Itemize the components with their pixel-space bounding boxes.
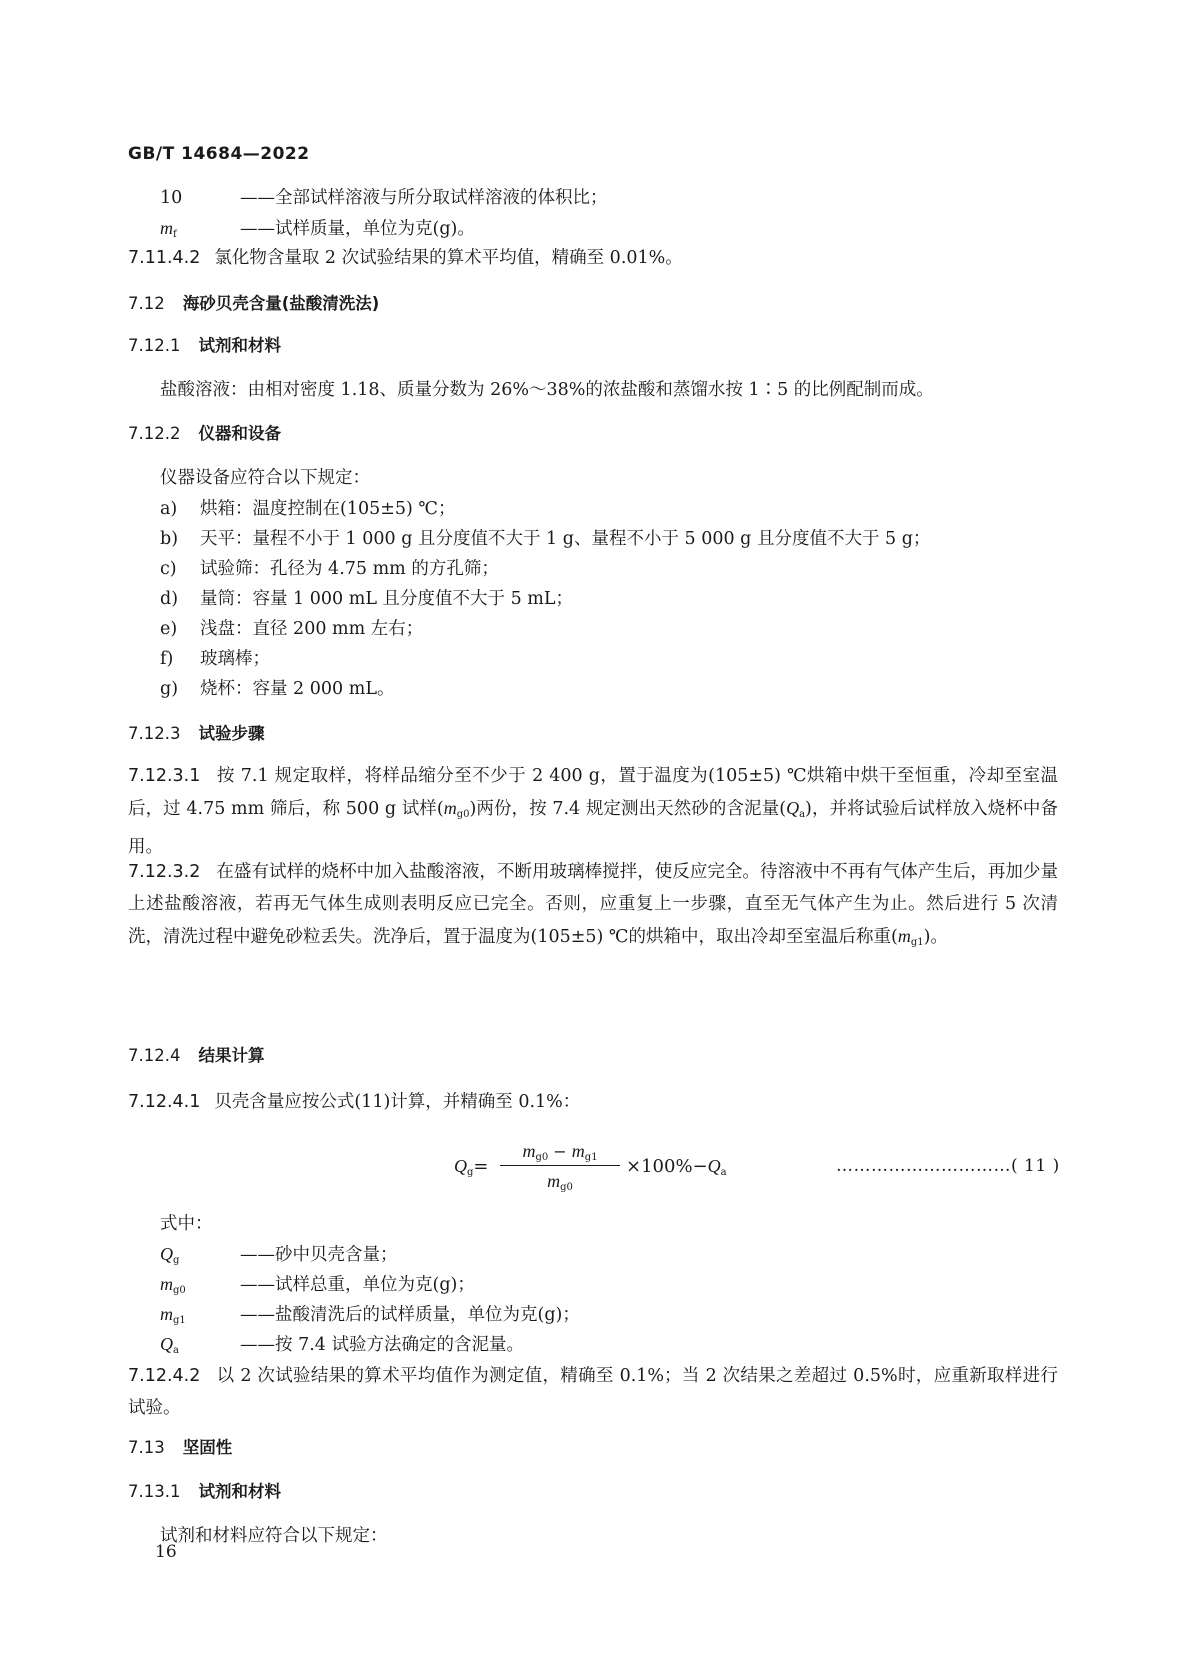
symbol: Q bbox=[707, 1156, 721, 1176]
formula-variable bbox=[160, 1242, 398, 1273]
denominator bbox=[500, 1168, 620, 1194]
heading-7-12-1 bbox=[128, 334, 281, 358]
clause-text: 以 2 次试验结果的算术平均值作为测定值，精确至 0.1%；当 2 次结果之差超过 0.5%时，应重新取样进行试验。 bbox=[128, 1366, 1058, 1418]
formula-lhs bbox=[454, 1156, 489, 1178]
symbol: m bbox=[571, 1141, 585, 1161]
equipment-item bbox=[160, 617, 423, 641]
heading-number: 7.12 bbox=[128, 294, 165, 313]
variable-subscript: g0 bbox=[173, 1285, 186, 1296]
variable-symbol: Q bbox=[160, 1334, 173, 1354]
symbol: m bbox=[522, 1141, 536, 1161]
clause-7-11-4-2 bbox=[128, 246, 683, 270]
equipment-item bbox=[160, 587, 573, 611]
subscript: g0 bbox=[560, 1182, 573, 1193]
equipment-item bbox=[160, 557, 499, 581]
clause-number: 7.11.4.2 bbox=[128, 248, 201, 268]
subscript: g bbox=[467, 1167, 474, 1178]
heading-number: 7.13 bbox=[128, 1438, 165, 1457]
variable-description: ——按 7.4 试验方法确定的含泥量。 bbox=[240, 1335, 524, 1355]
variable-definition bbox=[160, 186, 608, 210]
item-label: c) bbox=[160, 559, 177, 579]
item-text: 试验筛：孔径为 4.75 mm 的方孔筛； bbox=[200, 559, 499, 579]
variable-symbol: m bbox=[160, 1304, 173, 1324]
item-text: 烘箱：温度控制在(105±5) ℃； bbox=[200, 499, 456, 519]
heading-title: 试剂和材料 bbox=[198, 336, 281, 355]
clause-7-12-3-2 bbox=[128, 856, 1058, 959]
subscript: g1 bbox=[910, 937, 924, 948]
item-text: 量筒：容量 1 000 mL 且分度值不大于 5 mL； bbox=[200, 589, 573, 609]
standard-code: GB/T 14684—2022 bbox=[128, 144, 310, 164]
heading-7-13-1 bbox=[128, 1480, 281, 1504]
subscript: a bbox=[799, 809, 806, 820]
clause-number: 7.12.4.2 bbox=[128, 1366, 201, 1386]
variable-symbol: m bbox=[160, 1274, 173, 1294]
minus-sign: − bbox=[553, 1142, 567, 1161]
fraction-bar bbox=[500, 1165, 620, 1166]
variable-description: ——盐酸清洗后的试样质量，单位为克(g)； bbox=[240, 1305, 580, 1325]
equals-sign: = bbox=[473, 1156, 489, 1177]
heading-title: 试验步骤 bbox=[198, 724, 265, 743]
variable-subscript: g bbox=[173, 1255, 180, 1266]
subscript: g0 bbox=[456, 809, 470, 820]
reagent-intro: 试剂和材料应符合以下规定： bbox=[160, 1526, 388, 1546]
symbol: m bbox=[443, 798, 457, 818]
heading-title: 海砂贝壳含量(盐酸清洗法) bbox=[182, 294, 380, 313]
clause-text: 按 7.1 规定取样，将样品缩分至不少于 2 400 g，置于温度为(105±5) ℃烘箱中烘干至恒重，冷却至室温后，过 4.75 mm 筛后，称 500 g 试样( bbox=[128, 766, 1058, 819]
subscript: a bbox=[720, 1167, 727, 1178]
equipment-item bbox=[160, 527, 930, 551]
equipment-intro: 仪器设备应符合以下规定： bbox=[160, 468, 370, 488]
fraction bbox=[500, 1138, 620, 1194]
heading-title: 结果计算 bbox=[198, 1046, 265, 1065]
variable-definition bbox=[160, 216, 475, 247]
variable-subscript: g1 bbox=[173, 1315, 186, 1326]
clause-7-12-4-1 bbox=[128, 1090, 580, 1114]
heading-number: 7.12.3 bbox=[128, 724, 181, 743]
heading-number: 7.13.1 bbox=[128, 1482, 181, 1501]
clause-text: 贝壳含量应按公式(11)计算，并精确至 0.1%： bbox=[214, 1092, 581, 1112]
equation-number: …………………………( 11 ) bbox=[836, 1156, 1060, 1176]
heading-number: 7.12.2 bbox=[128, 424, 181, 443]
item-label: a) bbox=[160, 499, 178, 519]
subscript: g1 bbox=[584, 1152, 598, 1163]
clause-text: 在盛有试样的烧杯中加入盐酸溶液，不断用玻璃棒搅拌，使反应完全。待溶液中不再有气体产生后，再加少量上述盐酸溶液，若再无气体生成则表明反应已完全。否则，应重复上一步骤，直至无气体产生为止。然后进行 5 次清洗，清洗过程中避免砂粒丢失。洗净后，置于温度为(105±5) ℃的烘箱中，取出冷却至室温后称重( bbox=[128, 862, 1058, 947]
clause-number: 7.12.3.2 bbox=[128, 862, 201, 882]
equipment-item bbox=[160, 647, 270, 671]
variable-subscript: a bbox=[173, 1345, 179, 1356]
clause-number: 7.12.3.1 bbox=[128, 766, 201, 786]
item-text: 烧杯：容量 2 000 mL。 bbox=[200, 679, 395, 699]
heading-number: 7.12.4 bbox=[128, 1046, 181, 1065]
formula-variable bbox=[160, 1302, 580, 1333]
variable-symbol: m bbox=[160, 218, 173, 238]
item-label: e) bbox=[160, 619, 178, 639]
clause-7-12-4-2 bbox=[128, 1360, 1058, 1424]
reagent-text: 盐酸溶液：由相对密度 1.18、质量分数为 26%～38%的浓盐酸和蒸馏水按 1∶5 的比例配制而成。 bbox=[160, 380, 934, 400]
heading-number: 7.12.1 bbox=[128, 336, 181, 355]
clause-7-12-3-1 bbox=[128, 760, 1058, 863]
where-label: 式中： bbox=[160, 1214, 213, 1234]
symbol: Q bbox=[454, 1156, 467, 1176]
formula-variable bbox=[160, 1332, 524, 1363]
clause-text: )，并将试验后试样放入烧杯中备用。 bbox=[128, 799, 1059, 857]
item-label: g) bbox=[160, 679, 179, 699]
variable-subscript: f bbox=[173, 229, 177, 240]
heading-7-12-3 bbox=[128, 722, 264, 746]
variable-description: ——砂中贝壳含量； bbox=[240, 1245, 398, 1265]
formula-variable bbox=[160, 1272, 475, 1303]
item-label: f) bbox=[160, 649, 174, 669]
heading-7-13 bbox=[128, 1436, 232, 1460]
variable-symbol: 10 bbox=[160, 188, 183, 208]
clause-text: )两份，按 7.4 规定测出天然砂的含泥量( bbox=[469, 799, 787, 819]
heading-title: 坚固性 bbox=[182, 1438, 233, 1457]
numerator bbox=[500, 1138, 620, 1164]
equipment-item bbox=[160, 677, 394, 701]
formula-rhs bbox=[626, 1156, 727, 1178]
item-text: 天平：量程不小于 1 000 g 且分度值不大于 1 g、量程不小于 5 000 g 且分度值不大于 5 g； bbox=[200, 529, 931, 549]
heading-title: 仪器和设备 bbox=[198, 424, 281, 443]
variable-symbol: Q bbox=[160, 1244, 173, 1264]
equipment-item bbox=[160, 497, 456, 521]
subscript: g0 bbox=[535, 1152, 549, 1163]
symbol: m bbox=[897, 926, 911, 946]
clause-text: 氯化物含量取 2 次试验结果的算术平均值，精确至 0.01%。 bbox=[214, 248, 683, 268]
item-text: 浅盘：直径 200 mm 左右； bbox=[200, 619, 424, 639]
variable-description: ——全部试样溶液与所分取试样溶液的体积比； bbox=[240, 188, 608, 208]
heading-7-12 bbox=[128, 292, 379, 316]
formula-text: ×100%− bbox=[626, 1156, 708, 1177]
heading-7-12-2 bbox=[128, 422, 281, 446]
page-number: 16 bbox=[155, 1542, 177, 1562]
symbol: m bbox=[547, 1171, 561, 1191]
item-label: d) bbox=[160, 589, 179, 609]
clause-text: )。 bbox=[923, 927, 948, 947]
symbol: Q bbox=[786, 798, 800, 818]
variable-description: ——试样质量，单位为克(g)。 bbox=[240, 219, 475, 239]
item-label: b) bbox=[160, 529, 179, 549]
item-text: 玻璃棒； bbox=[200, 649, 270, 669]
heading-title: 试剂和材料 bbox=[198, 1482, 281, 1501]
heading-7-12-4 bbox=[128, 1044, 264, 1068]
variable-description: ——试样总重，单位为克(g)； bbox=[240, 1275, 475, 1295]
clause-number: 7.12.4.1 bbox=[128, 1092, 201, 1112]
